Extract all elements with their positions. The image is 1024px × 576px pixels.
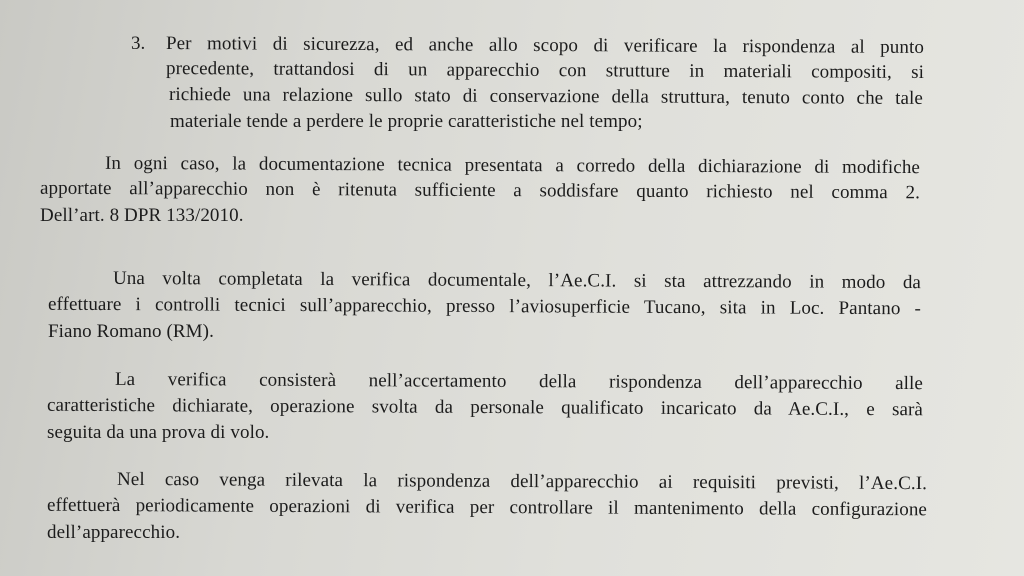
paragraph4-line-2: effettuerà periodicamente operazioni di verifica per controllare il mantenimento della configurazione	[46, 494, 928, 521]
paragraph2-line-2: effettuare i controlli tecnici sull’apparecchio, presso l’aviosuperficie Tucano, sita in Loc. Pantano -	[47, 293, 922, 320]
item3-line-3: richiede una relazione sullo stato di conservazione della struttura, tenuto conto che tale	[168, 84, 924, 109]
paragraph3-line-1: La verifica consisterà nell’accertamento della rispondenza dell’apparecchio alle	[114, 368, 924, 395]
paragraph2-line-1: Una volta completata la verifica documentale, l’Ae.C.I. si sta attrezzando in modo da	[112, 267, 922, 294]
item3-line-4: materiale tende a perdere le proprie caratteristiche nel tempo;	[170, 111, 643, 132]
paragraph1-line-2: apportate all’apparecchio non è ritenuta sufficiente a soddisfare quanto richiesto nel comma 2.	[39, 177, 921, 204]
item3-line-1: Per motivi di sicurezza, ed anche allo scopo di verificare la rispondenza al punto	[165, 33, 925, 58]
paragraph3-line-2: caratteristiche dichiarate, operazione svolta da personale qualificato incaricato da Ae.C.I., e sarà	[46, 394, 924, 421]
paragraph1-line-1: In ogni caso, la documentazione tecnica presentata a corredo della dichiarazione di modifiche	[104, 152, 921, 179]
paragraph3-line-3: seguita da una prova di volo.	[47, 422, 270, 443]
list-item-number: 3.	[131, 33, 146, 54]
paragraph4-line-1: Nel caso venga rilevata la rispondenza dell’apparecchio ai requisiti previsti, l’Ae.C.I.	[116, 468, 928, 495]
item3-line-2: precedente, trattandosi di un apparecchio con strutture in materiali compositi, si	[165, 58, 925, 83]
paragraph2-line-3: Fiano Romano (RM).	[48, 321, 214, 342]
paragraph1-line-3: Dell’art. 8 DPR 133/2010.	[40, 205, 244, 226]
paragraph4-line-3: dell’apparecchio.	[47, 522, 181, 543]
